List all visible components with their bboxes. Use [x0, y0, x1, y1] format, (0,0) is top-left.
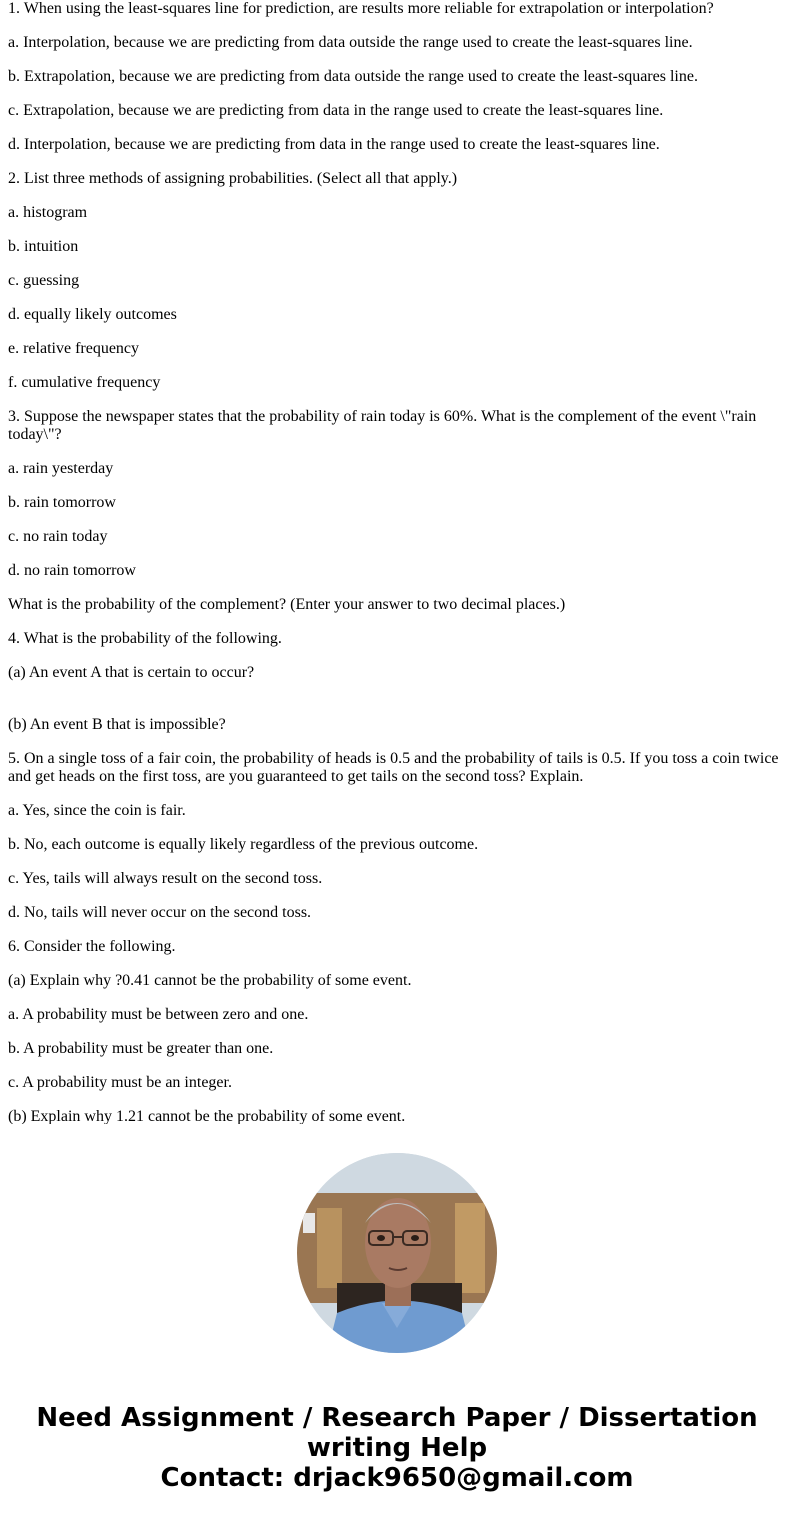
question-2: 2. List three methods of assigning probabilities. (Select all that apply.) [8, 170, 458, 187]
avatar [297, 1153, 497, 1353]
option: b. No, each outcome is equally likely regardless of the previous outcome. [8, 836, 479, 853]
question-6-part-b: (b) Explain why 1.21 cannot be the probability of some event. [8, 1108, 406, 1124]
option: b. A probability must be greater than one. [8, 1040, 274, 1057]
question-1: 1. When using the least-squares line for prediction, are results more reliable for extrapolation or interpolation? [8, 0, 714, 17]
option: a. histogram [8, 204, 88, 221]
question-5: 5. On a single toss of a fair coin, the probability of heads is 0.5 and the probability of tails is 0.5. If you toss a coin twice and get heads on the first toss, are you guaranteed to get tails on the second toss? Explain. [8, 750, 779, 785]
question-6: 6. Consider the following. [8, 938, 176, 955]
question-3-followup: What is the probability of the complement? (Enter your answer to two decimal places.) [8, 596, 566, 613]
option: c. Extrapolation, because we are predicting from data in the range used to create the least-squares line. [8, 102, 664, 119]
option: c. Yes, tails will always result on the second toss. [8, 870, 323, 887]
option: e. relative frequency [8, 340, 140, 357]
option: d. Interpolation, because we are predicting from data in the range used to create the least-squares line. [8, 136, 660, 153]
option: a. rain yesterday [8, 460, 114, 477]
help-banner [0, 1403, 794, 1493]
question-content [8, 0, 786, 1124]
question-3: 3. Suppose the newspaper states that the probability of rain today is 60%. What is the complement of the event \"rain today\"? [8, 408, 757, 443]
banner-contact: Contact: drjack9650@gmail.com [160, 1463, 634, 1493]
option: b. Extrapolation, because we are predicting from data outside the range used to create the least-squares line. [8, 68, 698, 85]
option: f. cumulative frequency [8, 374, 161, 391]
option: b. intuition [8, 238, 79, 255]
option: d. No, tails will never occur on the second toss. [8, 904, 312, 921]
option: c. no rain today [8, 528, 108, 545]
question-4: 4. What is the probability of the following. [8, 630, 282, 647]
banner-line-2: writing Help [306, 1433, 488, 1463]
option: b. rain tomorrow [8, 494, 116, 511]
option: c. guessing [8, 272, 80, 289]
option: c. A probability must be an integer. [8, 1074, 232, 1091]
question-4-part-a: (a) An event A that is certain to occur? [8, 664, 255, 681]
option: d. equally likely outcomes [8, 306, 177, 323]
banner-line-1: Need Assignment / Research Paper / Dissertation [36, 1403, 758, 1433]
question-6-part-a: (a) Explain why ?0.41 cannot be the probability of some event. [8, 972, 412, 989]
option: a. Interpolation, because we are predicting from data outside the range used to create the least-squares line. [8, 34, 693, 51]
option: a. Yes, since the coin is fair. [8, 802, 186, 819]
option: a. A probability must be between zero and one. [8, 1006, 309, 1023]
question-4-part-b: (b) An event B that is impossible? [8, 716, 226, 733]
avatar-portrait [297, 1153, 497, 1353]
option: d. no rain tomorrow [8, 562, 136, 579]
